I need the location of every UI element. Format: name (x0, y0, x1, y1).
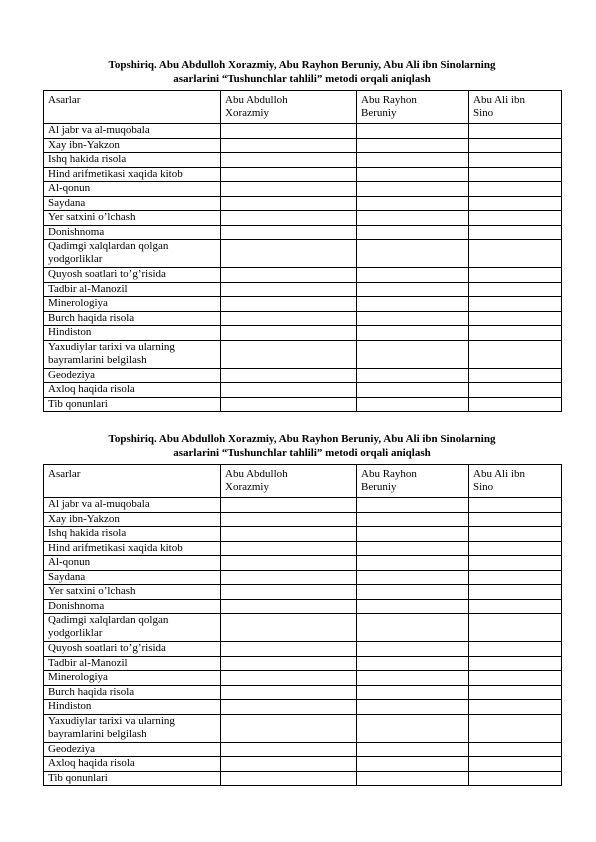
answer-cell-ibn-sino[interactable] (469, 383, 562, 398)
answer-cell-beruniy[interactable] (357, 383, 469, 398)
table-row (44, 742, 562, 757)
answer-cell-xorazmiy[interactable] (221, 498, 357, 513)
work-title: Al jabr va al-muqobala (48, 124, 150, 136)
answer-cell-xorazmiy[interactable] (221, 268, 357, 283)
work-title-cell (44, 368, 221, 383)
work-title-cell (44, 671, 221, 686)
answer-cell-xorazmiy[interactable] (221, 541, 357, 556)
answer-cell-xorazmiy[interactable] (221, 167, 357, 182)
work-title: Donishnoma (48, 225, 105, 238)
work-title-continued: bayramlarini belgilash (48, 353, 147, 366)
answer-cell-xorazmiy[interactable] (221, 311, 357, 326)
work-title-cell (44, 225, 221, 240)
answer-cell-xorazmiy[interactable] (221, 556, 357, 571)
header-beruniy-line1: Abu Rayhon (361, 94, 417, 106)
table-row (44, 599, 562, 614)
answer-cell-xorazmiy[interactable] (221, 182, 357, 197)
table-row (44, 671, 562, 686)
header-ibn-sino-line1: Abu Ali ibn (473, 468, 525, 480)
table-row (44, 541, 562, 556)
work-title-cell (44, 714, 221, 742)
work-title-cell (44, 642, 221, 657)
work-title-cell (44, 326, 221, 341)
task-title-line1: Topshiriq. Abu Abdulloh Xorazmiy, Abu Rayhon Beruniy, Abu Ali ibn Sinolarning (108, 59, 496, 71)
header-works-label: Asarlar (48, 468, 81, 480)
task-title (43, 58, 561, 86)
work-title-cell (44, 311, 221, 326)
work-title-cell (44, 397, 221, 412)
answer-cell-beruniy[interactable] (357, 700, 469, 715)
answer-cell-xorazmiy[interactable] (221, 656, 357, 671)
answer-cell-ibn-sino[interactable] (469, 138, 562, 153)
answer-cell-xorazmiy[interactable] (221, 383, 357, 398)
answer-cell-beruniy[interactable] (357, 340, 469, 368)
works-table (43, 464, 562, 786)
header-beruniy-line2: Beruniy (361, 107, 397, 119)
answer-cell-xorazmiy[interactable] (221, 614, 357, 642)
answer-cell-beruniy[interactable] (357, 153, 469, 168)
work-title: Xay ibn-Yakzon (48, 138, 120, 151)
answer-cell-beruniy[interactable] (357, 211, 469, 226)
answer-cell-beruniy[interactable] (357, 196, 469, 211)
work-title: Minerologiya (48, 671, 108, 683)
work-title: Geodeziya (48, 368, 96, 381)
work-title: Tadbir al-Manozil (48, 282, 128, 295)
answer-cell-xorazmiy[interactable] (221, 642, 357, 657)
work-title-cell (44, 700, 221, 715)
work-title: Saydana (48, 570, 86, 583)
answer-cell-beruniy[interactable] (357, 771, 469, 786)
answer-cell-xorazmiy[interactable] (221, 512, 357, 527)
work-title-cell (44, 240, 221, 268)
work-title: Burch haqida risola (48, 685, 135, 698)
work-title-cell (44, 757, 221, 772)
answer-cell-beruniy[interactable] (357, 326, 469, 341)
table-row (44, 757, 562, 772)
work-title-cell (44, 282, 221, 297)
work-title-cell (44, 124, 221, 139)
answer-cell-ibn-sino[interactable] (469, 585, 562, 600)
header-ibn-sino (469, 465, 562, 498)
work-title-cell (44, 541, 221, 556)
table-body (44, 124, 562, 412)
answer-cell-ibn-sino[interactable] (469, 167, 562, 182)
answer-cell-xorazmiy[interactable] (221, 282, 357, 297)
work-title: Hindiston (48, 326, 92, 338)
answer-cell-ibn-sino[interactable] (469, 182, 562, 197)
header-beruniy (357, 465, 469, 498)
answer-cell-beruniy[interactable] (357, 757, 469, 772)
answer-cell-xorazmiy[interactable] (221, 527, 357, 542)
work-title: Saydana (48, 196, 86, 209)
header-ibn-sino (469, 91, 562, 124)
work-title-continued: yodgorliklar (48, 627, 103, 639)
work-title: Axloq haqida risola (48, 383, 135, 395)
answer-cell-xorazmiy[interactable] (221, 138, 357, 153)
work-title: Tib qonunlari (48, 771, 108, 784)
answer-cell-xorazmiy[interactable] (221, 326, 357, 341)
answer-cell-beruniy[interactable] (357, 614, 469, 642)
work-title: Al-qonun (48, 556, 91, 568)
work-title: Qadimgi xalqlardan qolgan (48, 240, 169, 252)
answer-cell-xorazmiy[interactable] (221, 196, 357, 211)
answer-cell-ibn-sino[interactable] (469, 570, 562, 585)
work-title: Al jabr va al-muqobala (48, 498, 150, 510)
work-title: Yer satxini o’lchash (48, 211, 136, 223)
table-row (44, 211, 562, 226)
header-ibn-sino-line1: Abu Ali ibn (473, 94, 525, 106)
answer-cell-ibn-sino[interactable] (469, 153, 562, 168)
table-row (44, 340, 562, 368)
answer-cell-beruniy[interactable] (357, 498, 469, 513)
answer-cell-xorazmiy[interactable] (221, 225, 357, 240)
work-title-cell (44, 182, 221, 197)
answer-cell-ibn-sino[interactable] (469, 541, 562, 556)
answer-cell-xorazmiy[interactable] (221, 714, 357, 742)
work-title-cell (44, 570, 221, 585)
work-title-cell (44, 211, 221, 226)
table-row (44, 556, 562, 571)
answer-cell-ibn-sino[interactable] (469, 282, 562, 297)
answer-cell-ibn-sino[interactable] (469, 124, 562, 139)
table-row (44, 714, 562, 742)
work-title: Tadbir al-Manozil (48, 656, 128, 669)
table-row (44, 498, 562, 513)
answer-cell-ibn-sino[interactable] (469, 771, 562, 786)
work-title: Ishq hakida risola (48, 527, 127, 539)
answer-cell-beruniy[interactable] (357, 671, 469, 686)
header-works (44, 91, 221, 124)
answer-cell-xorazmiy[interactable] (221, 599, 357, 614)
table-row (44, 383, 562, 398)
header-beruniy (357, 91, 469, 124)
header-beruniy-line1: Abu Rayhon (361, 468, 417, 480)
work-title-cell (44, 771, 221, 786)
work-title: Axloq haqida risola (48, 757, 135, 769)
header-works-label: Asarlar (48, 94, 81, 106)
answer-cell-beruniy[interactable] (357, 527, 469, 542)
table-row (44, 167, 562, 182)
work-title: Minerologiya (48, 297, 108, 309)
answer-cell-xorazmiy[interactable] (221, 570, 357, 585)
table-row (44, 397, 562, 412)
answer-cell-ibn-sino[interactable] (469, 527, 562, 542)
answer-cell-ibn-sino[interactable] (469, 685, 562, 700)
answer-cell-ibn-sino[interactable] (469, 196, 562, 211)
answer-cell-beruniy[interactable] (357, 685, 469, 700)
answer-cell-ibn-sino[interactable] (469, 225, 562, 240)
answer-cell-ibn-sino[interactable] (469, 311, 562, 326)
answer-cell-beruniy[interactable] (357, 368, 469, 383)
answer-cell-ibn-sino[interactable] (469, 297, 562, 312)
answer-cell-xorazmiy[interactable] (221, 671, 357, 686)
answer-cell-xorazmiy[interactable] (221, 340, 357, 368)
answer-cell-xorazmiy[interactable] (221, 585, 357, 600)
work-title-cell (44, 297, 221, 312)
answer-cell-xorazmiy[interactable] (221, 368, 357, 383)
answer-cell-xorazmiy[interactable] (221, 397, 357, 412)
header-xorazmiy (221, 91, 357, 124)
header-xorazmiy-line2: Xorazmiy (225, 481, 269, 493)
answer-cell-beruniy[interactable] (357, 138, 469, 153)
work-title: Al-qonun (48, 182, 91, 194)
table-row (44, 124, 562, 139)
table-row (44, 153, 562, 168)
answer-cell-ibn-sino[interactable] (469, 326, 562, 341)
header-xorazmiy-line1: Abu Abdulloh (225, 468, 288, 480)
work-title-cell (44, 340, 221, 368)
work-title-cell (44, 656, 221, 671)
work-title-cell (44, 512, 221, 527)
work-title: Geodeziya (48, 742, 96, 755)
answer-cell-beruniy[interactable] (357, 124, 469, 139)
answer-cell-ibn-sino[interactable] (469, 240, 562, 268)
answer-cell-xorazmiy[interactable] (221, 757, 357, 772)
header-xorazmiy-line2: Xorazmiy (225, 107, 269, 119)
answer-cell-xorazmiy[interactable] (221, 771, 357, 786)
answer-cell-beruniy[interactable] (357, 182, 469, 197)
answer-cell-beruniy[interactable] (357, 225, 469, 240)
answer-cell-beruniy[interactable] (357, 512, 469, 527)
answer-cell-xorazmiy[interactable] (221, 297, 357, 312)
table-row (44, 326, 562, 341)
work-title-cell (44, 383, 221, 398)
work-title-cell (44, 138, 221, 153)
work-title: Hind arifmetikasi xaqida kitob (48, 541, 183, 554)
table-row (44, 225, 562, 240)
answer-cell-ibn-sino[interactable] (469, 742, 562, 757)
work-title-cell (44, 685, 221, 700)
header-beruniy-line2: Beruniy (361, 481, 397, 493)
work-title-cell (44, 498, 221, 513)
work-title: Donishnoma (48, 599, 105, 612)
answer-cell-ibn-sino[interactable] (469, 397, 562, 412)
table-row (44, 656, 562, 671)
answer-cell-ibn-sino[interactable] (469, 714, 562, 742)
table-row (44, 771, 562, 786)
answer-cell-beruniy[interactable] (357, 585, 469, 600)
work-title: Quyosh soatlari to’g’risida (48, 642, 166, 654)
table-row (44, 182, 562, 197)
work-title-cell (44, 196, 221, 211)
answer-cell-ibn-sino[interactable] (469, 700, 562, 715)
header-ibn-sino-line2: Sino (473, 481, 494, 493)
work-title-continued: bayramlarini belgilash (48, 727, 147, 740)
work-title-cell (44, 742, 221, 757)
task-section-2 (43, 432, 561, 786)
work-title: Tib qonunlari (48, 397, 108, 410)
header-xorazmiy (221, 465, 357, 498)
answer-cell-beruniy[interactable] (357, 742, 469, 757)
answer-cell-xorazmiy[interactable] (221, 124, 357, 139)
work-title-cell (44, 153, 221, 168)
answer-cell-xorazmiy[interactable] (221, 240, 357, 268)
work-title: Quyosh soatlari to’g’risida (48, 268, 166, 280)
answer-cell-beruniy[interactable] (357, 311, 469, 326)
answer-cell-ibn-sino[interactable] (469, 642, 562, 657)
table-body (44, 498, 562, 786)
table-row (44, 700, 562, 715)
table-header-row (44, 465, 562, 498)
table-row (44, 368, 562, 383)
answer-cell-beruniy[interactable] (357, 556, 469, 571)
answer-cell-ibn-sino[interactable] (469, 656, 562, 671)
answer-cell-ibn-sino[interactable] (469, 599, 562, 614)
answer-cell-xorazmiy[interactable] (221, 742, 357, 757)
table-row (44, 311, 562, 326)
work-title: Xay ibn-Yakzon (48, 512, 120, 525)
work-title-cell (44, 268, 221, 283)
task-title-line1: Topshiriq. Abu Abdulloh Xorazmiy, Abu Rayhon Beruniy, Abu Ali ibn Sinolarning (108, 433, 496, 445)
work-title-continued: yodgorliklar (48, 253, 103, 265)
table-row (44, 240, 562, 268)
work-title: Ishq hakida risola (48, 153, 127, 165)
answer-cell-ibn-sino[interactable] (469, 512, 562, 527)
answer-cell-xorazmiy[interactable] (221, 153, 357, 168)
work-title-cell (44, 585, 221, 600)
table-row (44, 585, 562, 600)
table-row (44, 685, 562, 700)
table-row (44, 512, 562, 527)
answer-cell-beruniy[interactable] (357, 240, 469, 268)
header-ibn-sino-line2: Sino (473, 107, 494, 119)
answer-cell-ibn-sino[interactable] (469, 757, 562, 772)
answer-cell-ibn-sino[interactable] (469, 498, 562, 513)
table-row (44, 614, 562, 642)
table-header-row (44, 91, 562, 124)
answer-cell-ibn-sino[interactable] (469, 671, 562, 686)
work-title: Yer satxini o’lchash (48, 585, 136, 597)
work-title: Yaxudiylar tarixi va ularning (48, 340, 175, 353)
answer-cell-xorazmiy[interactable] (221, 685, 357, 700)
answer-cell-beruniy[interactable] (357, 397, 469, 412)
table-row (44, 570, 562, 585)
task-title-line2: asarlarini “Tushunchlar tahlili” metodi orqali aniqlash (173, 73, 431, 85)
work-title-cell (44, 614, 221, 642)
work-title-cell (44, 527, 221, 542)
answer-cell-beruniy[interactable] (357, 297, 469, 312)
task-title-line2: asarlarini “Tushunchlar tahlili” metodi orqali aniqlash (173, 447, 431, 459)
works-table (43, 90, 562, 412)
answer-cell-beruniy[interactable] (357, 656, 469, 671)
work-title-cell (44, 167, 221, 182)
table-row (44, 282, 562, 297)
answer-cell-ibn-sino[interactable] (469, 614, 562, 642)
work-title: Burch haqida risola (48, 311, 135, 324)
header-xorazmiy-line1: Abu Abdulloh (225, 94, 288, 106)
answer-cell-beruniy[interactable] (357, 599, 469, 614)
answer-cell-ibn-sino[interactable] (469, 368, 562, 383)
answer-cell-beruniy[interactable] (357, 570, 469, 585)
table-row (44, 297, 562, 312)
work-title: Yaxudiylar tarixi va ularning (48, 714, 175, 727)
work-title-cell (44, 556, 221, 571)
table-row (44, 268, 562, 283)
work-title: Hindiston (48, 700, 92, 712)
work-title-cell (44, 599, 221, 614)
task-section-1 (43, 58, 561, 412)
answer-cell-xorazmiy[interactable] (221, 211, 357, 226)
header-works (44, 465, 221, 498)
table-row (44, 138, 562, 153)
answer-cell-ibn-sino[interactable] (469, 340, 562, 368)
answer-cell-beruniy[interactable] (357, 268, 469, 283)
answer-cell-beruniy[interactable] (357, 282, 469, 297)
answer-cell-ibn-sino[interactable] (469, 268, 562, 283)
answer-cell-xorazmiy[interactable] (221, 700, 357, 715)
answer-cell-beruniy[interactable] (357, 541, 469, 556)
table-row (44, 642, 562, 657)
answer-cell-ibn-sino[interactable] (469, 556, 562, 571)
task-title (43, 432, 561, 460)
answer-cell-beruniy[interactable] (357, 714, 469, 742)
work-title: Hind arifmetikasi xaqida kitob (48, 167, 183, 180)
work-title: Qadimgi xalqlardan qolgan (48, 614, 169, 626)
answer-cell-beruniy[interactable] (357, 642, 469, 657)
table-row (44, 527, 562, 542)
answer-cell-ibn-sino[interactable] (469, 211, 562, 226)
answer-cell-beruniy[interactable] (357, 167, 469, 182)
table-row (44, 196, 562, 211)
